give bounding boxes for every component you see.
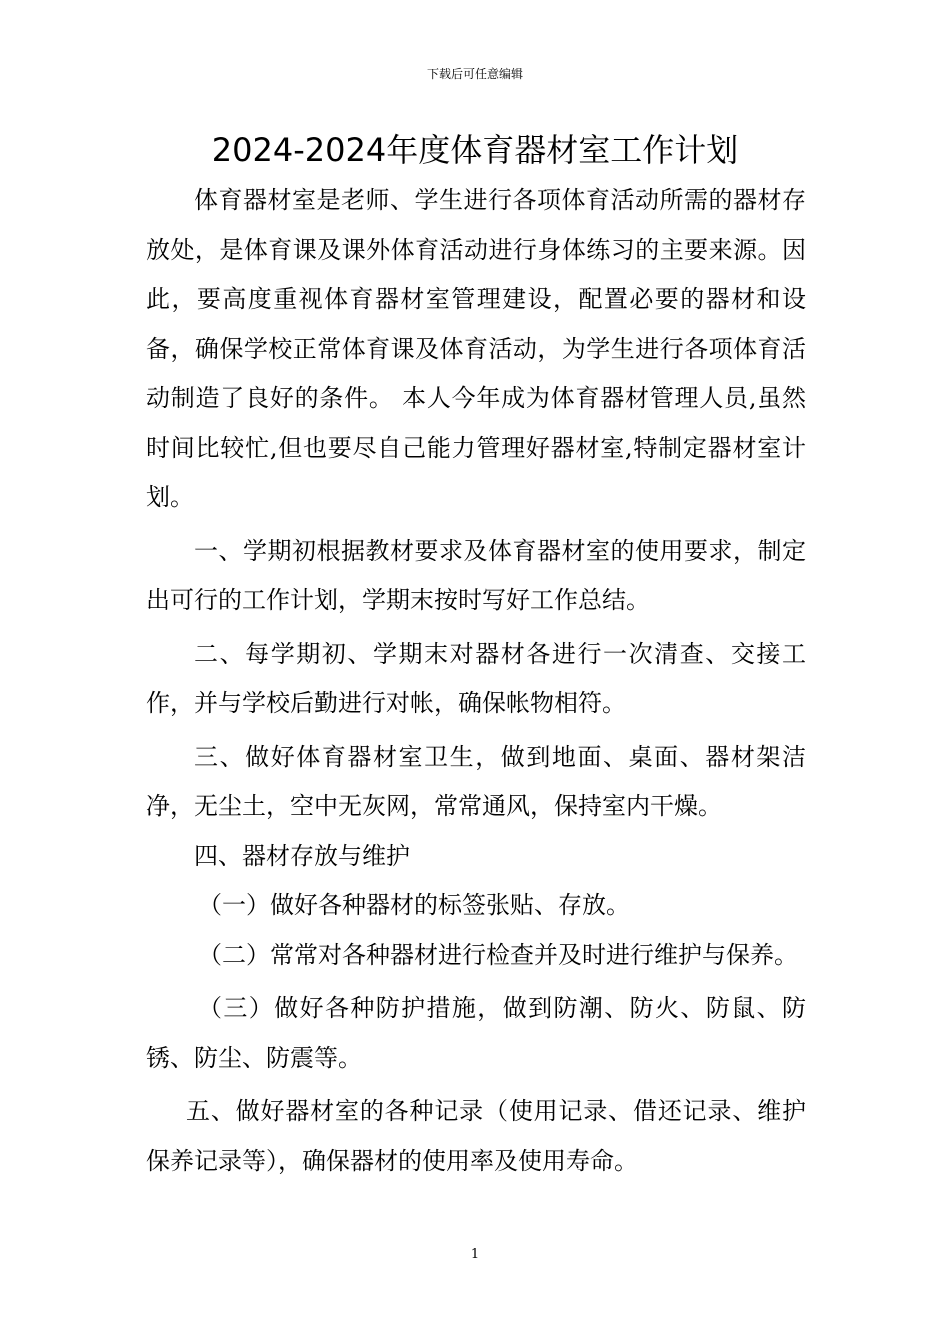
- item-4-sub-1: （一）做好各种器材的标签张贴、存放。: [198, 891, 630, 919]
- item-2-paragraph: 二、每学期初、学期末对器材各进行一次清查、交接工作，并与学校后勤进行对帐，确保帐物相符。: [146, 639, 806, 717]
- item-1-paragraph: 一、学期初根据教材要求及体育器材室的使用要求，制定出可行的工作计划，学期末按时写好工作总结。: [146, 536, 806, 614]
- item-4-sub-2: （二）常常对各种器材进行检查并及时进行维护与保养。: [198, 940, 798, 969]
- document-body: [146, 176, 806, 1186]
- page-header-note: 下载后可任意编辑: [426, 67, 523, 81]
- item-5-paragraph: 五、做好器材室的各种记录（使用记录、借还记录、维护保养记录等），确保器材的使用率及使用寿命。: [146, 1097, 806, 1175]
- page-number: 1: [470, 1247, 480, 1262]
- intro-paragraph: 体育器材室是老师、学生进行各项体育活动所需的器材存放处，是体育课及课外体育活动进行身体练习的主要来源。因此，要高度重视体育器材室管理建设，配置必要的器材和设备，确保学校正常体育课及体育活动，为学生进行各项体育活动制造了良好的条件。 本人今年成为体育器材管理人员,虽然时间比较忙,但也要尽自己能力管理好器材室,特制定器材室计划。: [146, 186, 806, 511]
- document-title: 2024-2024年度体育器材室工作计划: [211, 131, 739, 169]
- item-4-heading: 四、器材存放与维护: [194, 841, 410, 870]
- item-3-paragraph: 三、做好体育器材室卫生，做到地面、桌面、器材架洁净，无尘土，空中无灰网，常常通风，保持室内干燥。: [146, 742, 806, 820]
- item-4-sub-3: （三）做好各种防护措施，做到防潮、防火、防鼠、防锈、防尘、防震等。: [146, 994, 806, 1072]
